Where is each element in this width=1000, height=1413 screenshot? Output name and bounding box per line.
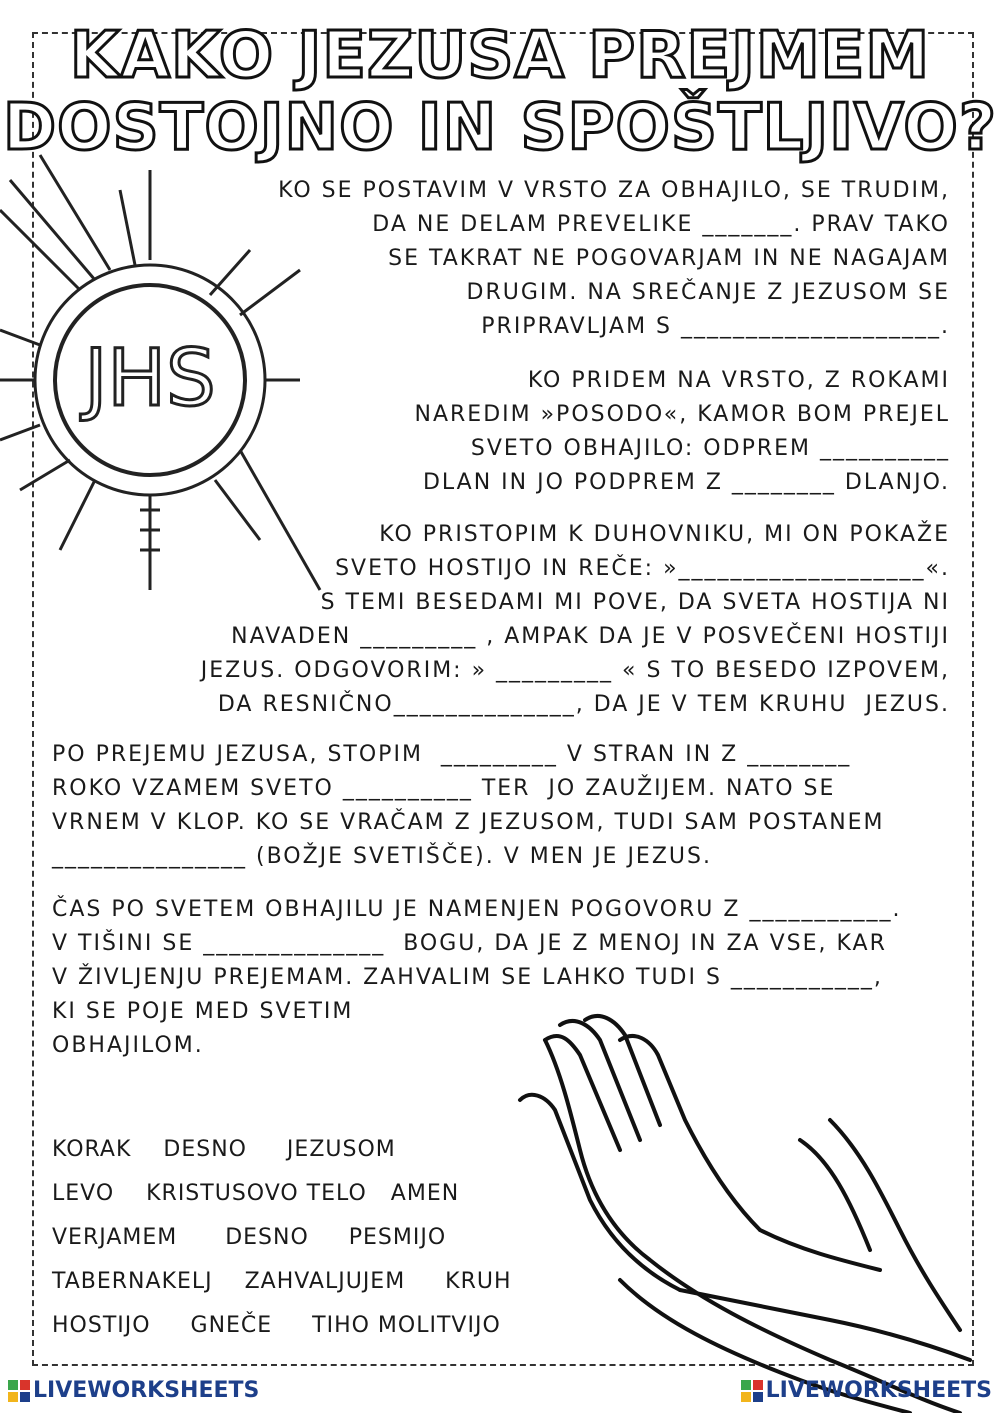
word-bank — [52, 1128, 512, 1348]
title-line-1: KAKO JEZUSA PREJMEM — [69, 19, 931, 93]
word-bank-row-3: VERJAMEM DESNO PESMIJO — [52, 1225, 447, 1250]
paragraph-5: ČAS PO SVETEM OBHAJILU JE NAMENJEN POGOVORU Z ___________. V TIŠINI SE ______________ BOGU, DA JE Z MENOJ IN ZA VSE, KAR V ŽIVLJENJU PREJEMAM. ZAHVALIM SE LAHKO TUDI S ___________, KI SE POJE MED SVETIM OBHAJILOM. — [52, 897, 902, 1058]
word-bank-row-2: LEVO KRISTUSOVO TELO AMEN — [52, 1181, 460, 1206]
paragraph-2: KO PRIDEM NA VRSTO, Z ROKAMI NAREDIM »POSODO«, KAMOR BOM PREJEL SVETO OBHAJILO: ODPREM __________ DLAN IN JO PODPREM Z ________ DLANJO. — [414, 368, 950, 495]
liveworksheets-logo-left[interactable] — [8, 1378, 259, 1403]
paragraph-3: KO PRISTOPIM K DUHOVNIKU, MI ON POKAŽE SVETO HOSTIJO IN REČE: »___________________«. S TEMI BESEDAMI MI POVE, DA SVETA HOSTIJA NI NAVADEN _________ , AMPAK DA JE V POSVEČENI HOSTIJI JEZUS. ODGOVORIM: » _________ « S TO BESEDO IZPOVEM, DA RESNIČNO______________, DA JE V TEM KRUHU JEZUS. — [200, 522, 950, 717]
title-line-2: DOSTOJNO IN SPOŠTLJIVO? — [3, 91, 997, 165]
logo-text: LIVEWORKSHEETS — [765, 1378, 992, 1403]
logo-text: LIVEWORKSHEETS — [33, 1378, 260, 1403]
word-bank-row-1: KORAK DESNO JEZUSOM — [52, 1137, 396, 1162]
liveworksheets-logo-right[interactable] — [741, 1378, 992, 1403]
liveworksheets-logo-icon — [8, 1380, 30, 1402]
paragraph-1: KO SE POSTAVIM V VRSTO ZA OBHAJILO, SE TRUDIM, DA NE DELAM PREVELIKE _______. PRAV TAKO SE TAKRAT NE POGOVARJAM IN NE NAGAJAM DRUGIM. NA SREČANJE Z JEZUSOM SE PRIPRAVLJAM S ____________________. — [278, 178, 950, 339]
jhs-text: JHS — [84, 334, 216, 424]
paragraph-4: PO PREJEMU JEZUSA, STOPIM _________ V STRAN IN Z ________ ROKO VZAMEM SVETO __________ TER JO ZAUŽIJEM. NATO SE VRNEM V KLOP. KO SE VRAČAM Z JEZUSOM, TUDI SAM POSTANEM _______________ (BOŽJE SVETIŠČE). V MEN JE JEZUS. — [52, 742, 885, 869]
open-hands-icon — [500, 1000, 980, 1413]
word-bank-row-4: TABERNAKELJ ZAHVALJUJEM KRUH — [52, 1269, 512, 1294]
liveworksheets-logo-icon — [741, 1380, 763, 1402]
word-bank-row-5: HOSTIJO GNEČE TIHO MOLITVIJO — [52, 1313, 501, 1338]
